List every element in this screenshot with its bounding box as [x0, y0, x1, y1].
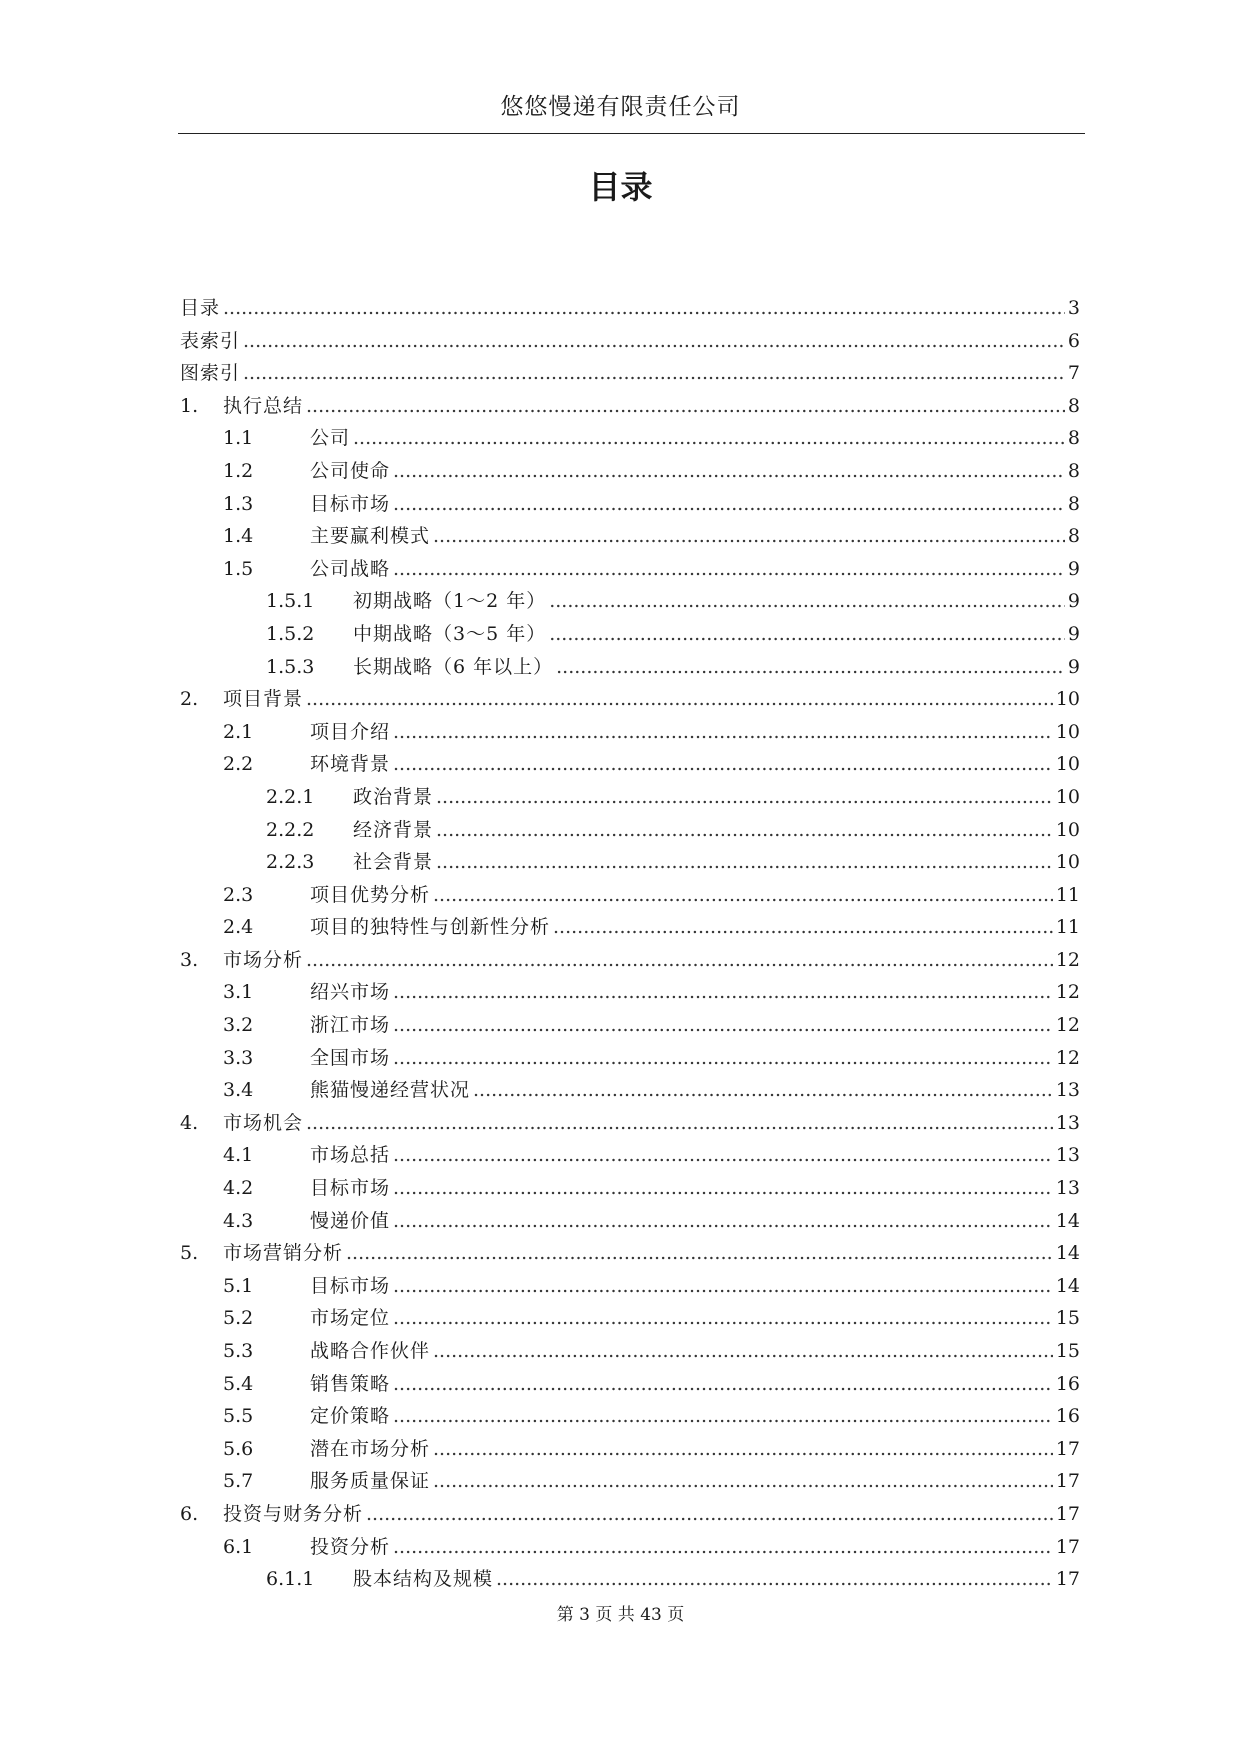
- toc-entry[interactable]: [180, 325, 1080, 358]
- toc-entry-page-number: 3: [1067, 297, 1080, 319]
- toc-entry-page-number: 13: [1055, 1144, 1080, 1167]
- toc-entry-number: 5.3: [223, 1340, 254, 1362]
- toc-entry-title: 服务质量保证: [310, 1470, 431, 1493]
- toc-entry-number: 3.: [180, 948, 199, 971]
- toc-entry-number: 3.2: [223, 1014, 254, 1037]
- toc-dot-leader: [549, 585, 1065, 618]
- toc-entry[interactable]: [180, 520, 1080, 553]
- toc-entry-number: 4.2: [223, 1177, 254, 1200]
- toc-entry-page-number: 13: [1055, 1079, 1080, 1102]
- toc-entry-number: 1.5.3: [266, 655, 315, 678]
- toc-dot-leader: [306, 944, 1053, 977]
- toc-entry[interactable]: [180, 1302, 1080, 1335]
- toc-entry-page-number: 13: [1055, 1111, 1080, 1134]
- toc-entry[interactable]: [180, 488, 1080, 521]
- toc-entry-page-number: 8: [1067, 459, 1080, 482]
- toc-entry[interactable]: [180, 422, 1080, 455]
- toc-entry-title: 全国市场: [310, 1046, 391, 1069]
- toc-dot-leader: [393, 553, 1065, 586]
- toc-entry-number: 2.2.2: [266, 818, 315, 841]
- toc-entry-title: 目标市场: [310, 492, 391, 515]
- toc-entry-page-number: 14: [1055, 1274, 1080, 1297]
- toc-entry-page-number: 9: [1067, 655, 1080, 678]
- toc-entry-page-number: 12: [1055, 1014, 1080, 1037]
- toc-entry-page-number: 16: [1055, 1372, 1080, 1395]
- toc-entry[interactable]: [180, 1042, 1080, 1075]
- toc-entry-title: 市场机会: [223, 1111, 304, 1134]
- toc-entry[interactable]: [180, 781, 1080, 814]
- toc-entry-number: 5.7: [223, 1470, 254, 1493]
- toc-entry-page-number: 12: [1055, 981, 1080, 1004]
- toc-entry-title: 中期战略（3～5 年）: [353, 622, 547, 645]
- toc-entry-number: 2.3: [223, 883, 254, 906]
- toc-entry-number: 1.1: [223, 427, 254, 450]
- toc-entry-title: 投资分析: [310, 1535, 391, 1558]
- toc-entry[interactable]: [180, 1465, 1080, 1498]
- toc-entry-page-number: 13: [1055, 1177, 1080, 1200]
- toc-entry-page-number: 16: [1055, 1405, 1080, 1428]
- toc-entry-number: 4.: [180, 1111, 199, 1134]
- toc-entry[interactable]: [180, 292, 1080, 325]
- toc-entry-page-number: 9: [1067, 590, 1080, 613]
- toc-entry-title: 市场定位: [310, 1307, 391, 1330]
- toc-entry[interactable]: [180, 585, 1080, 618]
- toc-entry[interactable]: [180, 553, 1080, 586]
- toc-entry[interactable]: [180, 748, 1080, 781]
- toc-entry-title: 执行总结: [223, 394, 304, 417]
- toc-entry[interactable]: [180, 1074, 1080, 1107]
- toc-entry-title: 初期战略（1～2 年）: [353, 590, 547, 613]
- toc-entry-title: 市场营销分析: [223, 1242, 344, 1265]
- toc-entry-title: 定价策略: [310, 1405, 391, 1428]
- toc-dot-leader: [436, 814, 1053, 847]
- toc-dot-leader: [393, 1270, 1053, 1303]
- toc-entry-number: 2.1: [223, 720, 254, 743]
- toc-entry-page-number: 10: [1055, 753, 1080, 776]
- toc-entry[interactable]: [180, 1400, 1080, 1433]
- toc-entry-number: 2.2.3: [266, 851, 315, 874]
- toc-entry-page-number: 12: [1055, 948, 1080, 971]
- toc-dot-leader: [353, 422, 1065, 455]
- toc-entry[interactable]: [180, 879, 1080, 912]
- toc-entry-page-number: 17: [1055, 1502, 1080, 1525]
- toc-entry[interactable]: [180, 390, 1080, 423]
- toc-dot-leader: [393, 1368, 1053, 1401]
- toc-entry-title: 公司: [310, 427, 351, 450]
- toc-entry-number: 6.1: [223, 1535, 254, 1558]
- toc-entry-number: 1.5: [223, 557, 254, 580]
- toc-entry-page-number: 9: [1067, 557, 1080, 580]
- toc-entry-page-number: 14: [1055, 1209, 1080, 1232]
- toc-entry-page-number: 17: [1055, 1437, 1080, 1460]
- toc-entry-page-number: 8: [1067, 525, 1080, 548]
- toc-entry-number: 2.2.1: [266, 785, 315, 808]
- toc-entry-number: 5.: [180, 1242, 199, 1265]
- toc-dot-leader: [393, 455, 1065, 488]
- toc-entry[interactable]: [180, 716, 1080, 749]
- toc-entry-page-number: 15: [1055, 1307, 1080, 1330]
- toc-dot-leader: [393, 1400, 1053, 1433]
- toc-dot-leader: [393, 1042, 1053, 1075]
- toc-dot-leader: [243, 357, 1065, 390]
- toc-entry[interactable]: [180, 618, 1080, 651]
- toc-dot-leader: [366, 1498, 1053, 1531]
- toc-entry-title: 销售策略: [310, 1372, 391, 1395]
- toc-entry[interactable]: [180, 1270, 1080, 1303]
- toc-entry-title: 项目优势分析: [310, 883, 431, 906]
- toc-dot-leader: [306, 683, 1053, 716]
- toc-entry-page-number: 6: [1067, 329, 1080, 352]
- toc-entry-title: 市场总括: [310, 1144, 391, 1167]
- toc-dot-leader: [393, 748, 1053, 781]
- toc-entry-number: 5.6: [223, 1437, 254, 1460]
- toc-entry-title: 熊猫慢递经营状况: [310, 1079, 471, 1102]
- toc-entry-page-number: 17: [1055, 1470, 1080, 1493]
- toc-entry-number: 1.5.1: [266, 590, 315, 613]
- toc-entry-title: 目标市场: [310, 1177, 391, 1200]
- toc-entry-number: 1.5.2: [266, 622, 315, 645]
- toc-entry-page-number: 8: [1067, 492, 1080, 515]
- toc-dot-leader: [243, 325, 1065, 358]
- toc-entry-title: 目录: [180, 297, 221, 319]
- toc-entry[interactable]: [180, 651, 1080, 684]
- toc-dot-leader: [549, 618, 1065, 651]
- toc-entry-title: 环境背景: [310, 753, 391, 776]
- toc-entry-title: 浙江市场: [310, 1014, 391, 1037]
- toc-entry-number: 1.: [180, 394, 199, 417]
- toc-entry-title: 慢递价值: [310, 1209, 391, 1232]
- toc-entry-page-number: 17: [1055, 1568, 1080, 1591]
- toc-entry[interactable]: [180, 1237, 1080, 1270]
- toc-entry-number: 3.1: [223, 981, 254, 1004]
- toc-entry-title: 项目的独特性与创新性分析: [310, 916, 551, 939]
- page-footer: 第 3 页 共 43 页: [556, 1605, 685, 1625]
- toc-dot-leader: [393, 1009, 1053, 1042]
- toc-entry[interactable]: [180, 1139, 1080, 1172]
- toc-entry-number: 6.1.1: [266, 1568, 315, 1591]
- toc-entry-page-number: 11: [1055, 883, 1080, 906]
- toc-dot-leader: [393, 1531, 1053, 1564]
- toc-entry[interactable]: [180, 1498, 1080, 1531]
- toc-entry-title: 经济背景: [353, 818, 434, 841]
- toc-dot-leader: [436, 781, 1053, 814]
- toc-entry-page-number: 15: [1055, 1340, 1080, 1362]
- toc-entry-number: 2.2: [223, 753, 254, 776]
- toc-entry-title: 潜在市场分析: [310, 1437, 431, 1460]
- toc-dot-leader: [393, 976, 1053, 1009]
- toc-entry-title: 市场分析: [223, 948, 304, 971]
- toc-entry-page-number: 8: [1067, 427, 1080, 450]
- toc-entry[interactable]: [180, 1335, 1080, 1368]
- toc-entry-title: 图索引: [180, 362, 241, 385]
- toc-entry-title: 社会背景: [353, 851, 434, 874]
- toc-entry-page-number: 14: [1055, 1242, 1080, 1265]
- toc-dot-leader: [306, 390, 1065, 423]
- toc-entry-title: 表索引: [180, 329, 241, 352]
- toc-entry[interactable]: [180, 846, 1080, 879]
- toc-entry-title: 项目背景: [223, 688, 304, 711]
- toc-entry-title: 目标市场: [310, 1274, 391, 1297]
- toc-entry-page-number: 12: [1055, 1046, 1080, 1069]
- toc-entry[interactable]: [180, 455, 1080, 488]
- toc-dot-leader: [433, 1335, 1053, 1368]
- toc-entry-page-number: 9: [1067, 622, 1080, 645]
- toc-entry-number: 3.4: [223, 1079, 254, 1102]
- toc-entry[interactable]: [180, 944, 1080, 977]
- toc-entry-title: 长期战略（6 年以上）: [353, 655, 554, 678]
- toc-entry-title: 投资与财务分析: [223, 1502, 364, 1525]
- toc-entry-page-number: 10: [1055, 851, 1080, 874]
- toc-dot-leader: [223, 292, 1065, 325]
- toc-entry-page-number: 10: [1055, 720, 1080, 743]
- toc-entry[interactable]: [180, 1107, 1080, 1140]
- toc-entry-number: 5.2: [223, 1307, 254, 1330]
- toc-entry-title: 战略合作伙伴: [310, 1340, 431, 1362]
- toc-entry-number: 2.4: [223, 916, 254, 939]
- toc-entry-title: 政治背景: [353, 785, 434, 808]
- toc-entry[interactable]: [180, 1563, 1080, 1596]
- toc-dot-leader: [393, 1205, 1053, 1238]
- toc-entry-title: 公司战略: [310, 557, 391, 580]
- toc-dot-leader: [393, 1139, 1053, 1172]
- toc-entry-title: 主要赢利模式: [310, 525, 431, 548]
- toc-entry-title: 股本结构及规模: [353, 1568, 494, 1591]
- toc-entry[interactable]: [180, 976, 1080, 1009]
- toc-dot-leader: [393, 488, 1065, 521]
- toc-entry-number: 5.4: [223, 1372, 254, 1395]
- toc-entry-page-number: 8: [1067, 394, 1080, 417]
- toc-entry[interactable]: [180, 1531, 1080, 1564]
- toc-dot-leader: [433, 879, 1053, 912]
- toc-entry-title: 项目介绍: [310, 720, 391, 743]
- toc-entry-page-number: 10: [1055, 785, 1080, 808]
- toc-entry[interactable]: [180, 1368, 1080, 1401]
- toc-entry-number: 6.: [180, 1502, 199, 1525]
- toc-dot-leader: [553, 911, 1053, 944]
- toc-entry[interactable]: [180, 1009, 1080, 1042]
- toc-entry-number: 1.3: [223, 492, 254, 515]
- toc-entry-number: 3.3: [223, 1046, 254, 1069]
- toc-dot-leader: [346, 1237, 1053, 1270]
- toc-dot-leader: [306, 1107, 1053, 1140]
- toc-entry[interactable]: [180, 1172, 1080, 1205]
- toc-entry[interactable]: [180, 1205, 1080, 1238]
- toc-dot-leader: [433, 520, 1065, 553]
- table-of-contents: [180, 292, 1080, 1596]
- toc-entry[interactable]: [180, 911, 1080, 944]
- toc-dot-leader: [393, 1172, 1053, 1205]
- toc-entry-number: 4.3: [223, 1209, 254, 1232]
- toc-entry-page-number: 10: [1055, 688, 1080, 711]
- toc-dot-leader: [473, 1074, 1053, 1107]
- toc-dot-leader: [496, 1563, 1053, 1596]
- toc-entry-number: 5.1: [223, 1274, 254, 1297]
- toc-entry-page-number: 7: [1067, 362, 1080, 385]
- toc-entry-page-number: 11: [1055, 916, 1080, 939]
- toc-dot-leader: [433, 1433, 1053, 1466]
- toc-entry[interactable]: [180, 683, 1080, 716]
- toc-dot-leader: [436, 846, 1053, 879]
- toc-entry-page-number: 10: [1055, 818, 1080, 841]
- toc-entry-number: 2.: [180, 688, 199, 711]
- toc-entry-title: 绍兴市场: [310, 981, 391, 1004]
- header-divider: [178, 133, 1085, 134]
- toc-entry-number: 1.4: [223, 525, 254, 548]
- toc-entry[interactable]: [180, 1433, 1080, 1466]
- page-title: 目录: [588, 168, 653, 206]
- toc-entry-number: 5.5: [223, 1405, 254, 1428]
- toc-dot-leader: [433, 1465, 1053, 1498]
- toc-entry[interactable]: [180, 814, 1080, 847]
- toc-entry-number: 1.2: [223, 459, 254, 482]
- toc-entry-title: 公司使命: [310, 459, 391, 482]
- toc-dot-leader: [393, 1302, 1053, 1335]
- toc-dot-leader: [393, 716, 1053, 749]
- toc-entry[interactable]: [180, 357, 1080, 390]
- page-header: 悠悠慢递有限责任公司: [500, 94, 741, 120]
- toc-dot-leader: [556, 651, 1065, 684]
- toc-entry-number: 4.1: [223, 1144, 254, 1167]
- toc-entry-page-number: 17: [1055, 1535, 1080, 1558]
